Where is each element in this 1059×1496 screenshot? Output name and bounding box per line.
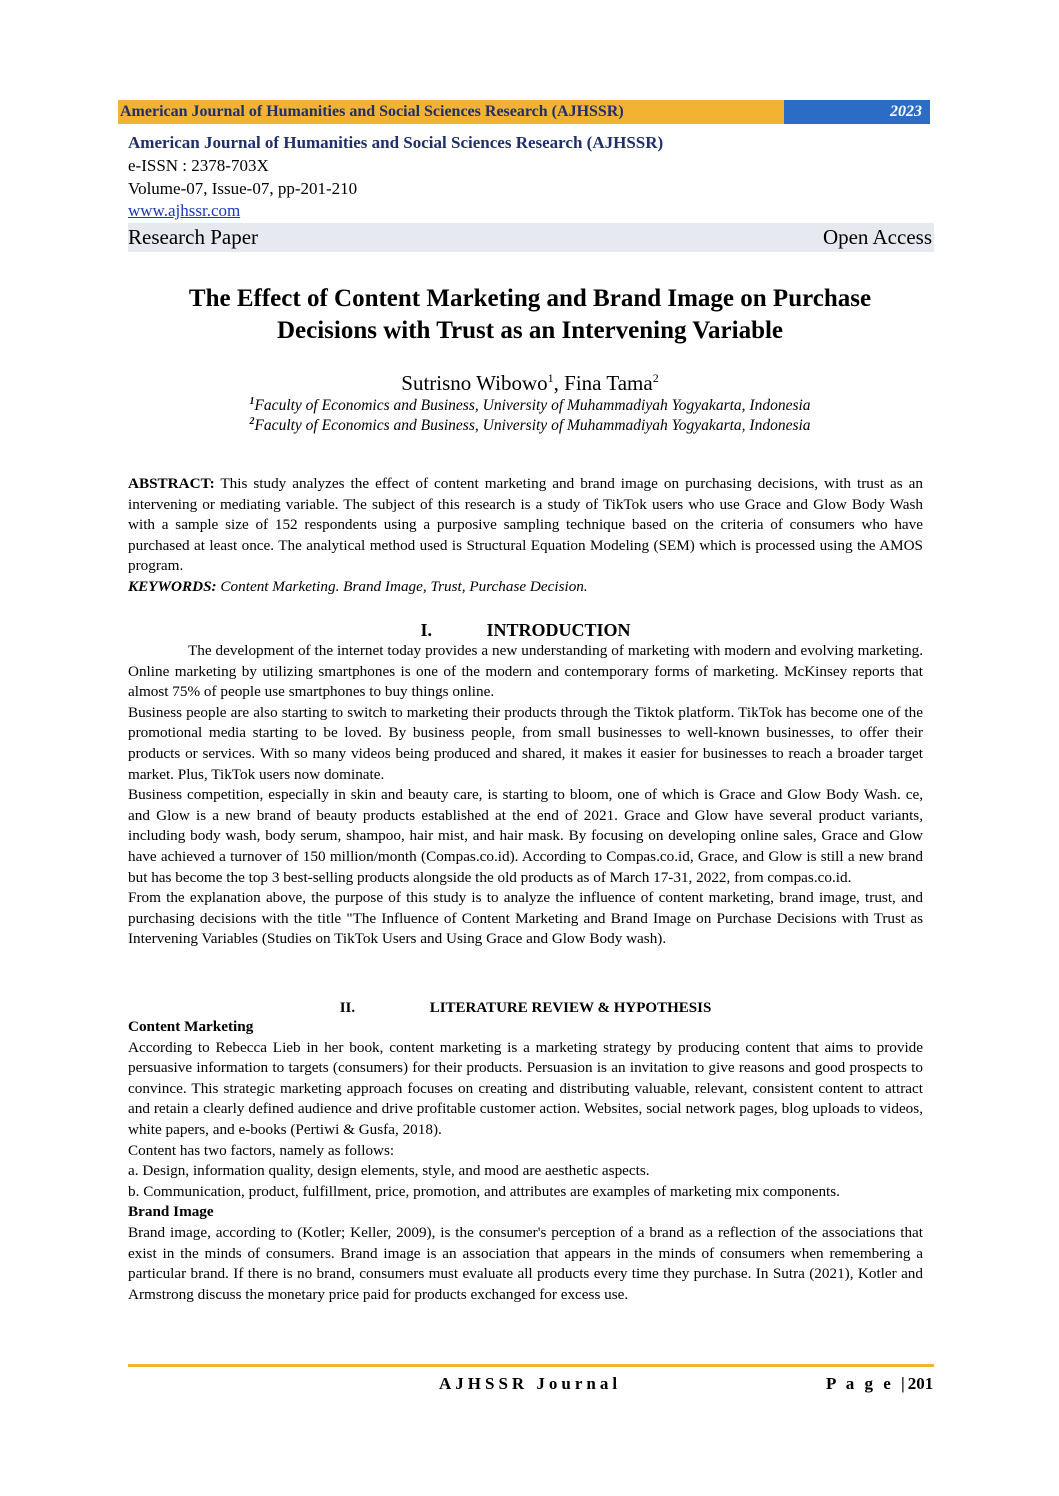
section-number: I.: [420, 620, 432, 640]
subheading-brand-image: Brand Image: [128, 1203, 214, 1221]
author-separator: ,: [553, 371, 565, 395]
keywords-text: Content Marketing. Brand Image, Trust, Purchase Decision.: [216, 577, 588, 595]
introduction-body: [128, 641, 923, 950]
access-type: Open Access: [822, 225, 932, 249]
footer-journal: AJHSSR Journal: [439, 1374, 622, 1393]
intro-paragraph-3: Business competition, especially in skin and beauty care, is starting to bloom, one of which is Grace and Glow Body Wash. ce, and Glow is a new brand of beauty products established at the end of 2021. Grace and Glow have several product variants, including body wash, body serum, shampoo, hair mist, and hair mask. By focusing on developing online sales, Grace and Glow have achieved a turnover of 150 million/month (Compas.co.id). According to Compas.co.id, Grace, and Glow is still a new brand but has become the top 3 best-selling products alongside the old products as of March 17-31, 2022, from compas.co.id.: [128, 786, 923, 886]
section-heading-introduction: [128, 619, 923, 641]
abstract-paragraph: [128, 474, 923, 577]
title-line-1: The Effect of Content Marketing and Brand Image on Purchase: [188, 285, 872, 312]
affiliation-1-sup: 1: [249, 396, 255, 407]
journal-name: American Journal of Humanities and Social Sciences Research (AJHSSR): [128, 133, 664, 152]
abstract: [128, 474, 923, 598]
content-marketing-paragraph: According to Rebecca Lieb in her book, content marketing is a marketing strategy by producing content that aims to provide persuasive information to targets (consumers) for their products. Persuasion is an invitation to give reasons and good prospects to convince. This strategic marketing approach focuses on creating and distributing valuable, relevant, consistent content to attract and retain a clearly defined audience and drive profitable customer action. Websites, social network pages, blog uploads to videos, white papers, and e-books (Pertiwi & Gusfa, 2018).: [128, 1038, 923, 1138]
page-label: P a g e |: [826, 1374, 908, 1393]
author-1-sup: 1: [547, 371, 554, 385]
literature-body: [128, 1017, 923, 1305]
content-factors-intro: Content has two factors, namely as follows:: [128, 1141, 395, 1159]
section-title: INTRODUCTION: [486, 620, 631, 640]
affiliation-2-text: Faculty of Economics and Business, University of Muhammadiyah Yogyakarta, Indonesia: [254, 417, 811, 435]
affiliation-2: [100, 412, 960, 436]
volume-info: Volume-07, Issue-07, pp-201-210: [128, 179, 358, 198]
footer-rule: [128, 1364, 934, 1367]
subheading-content-marketing: Content Marketing: [128, 1018, 254, 1035]
intro-paragraph-2: Business people are also starting to switch to marketing their products through the Tiktok platform. TikTok has become one of the promotional media starting to be loved. By business people, from small businesses to well-known businesses, to offer their products or services. With so many videos being produced and shared, it makes it easier for businesses to reach a broader target market. Plus, TikTok users now dominate.: [128, 703, 923, 783]
eissn: e-ISSN : 2378-703X: [128, 156, 269, 175]
keywords: [128, 577, 923, 598]
journal-info: [128, 131, 934, 252]
journal-header-title: American Journal of Humanities and Social Sciences Research (AJHSSR): [118, 100, 784, 124]
title-line-2: Decisions with Trust as an Intervening Variable: [276, 317, 784, 344]
author-2-sup: 2: [652, 371, 659, 385]
intro-paragraph-4: From the explanation above, the purpose of this study is to analyze the influence of content marketing, brand image, trust, and purchasing decisions with the title "The Influence of Content Marketing and Brand Image on Purchase Decisions with Trust as Intervening Variables (Studies on TikTok Users and Using Grace and Glow Body wash).: [128, 889, 923, 948]
journal-header-band: [118, 100, 930, 124]
affiliation-1-text: Faculty of Economics and Business, University of Muhammadiyah Yogyakarta, Indonesia: [254, 397, 811, 415]
intro-paragraph-1: The development of the internet today provides a new understanding of marketing with modern and evolving marketing. Online marketing by utilizing smartphones is one of the modern and contemporary forms of marketing. McKinsey reports that almost 75% of people use smartphones to buy things online.: [128, 642, 923, 701]
author-2: Fina Tama: [564, 371, 653, 395]
abstract-text: This study analyzes the effect of content marketing and brand image on purchasing decisions, with trust as an intervening or mediating variable. The subject of this research is a study of TikTok users who use Grace and Glow Body Wash with a sample size of 152 respondents using a purposive sampling technique based on the criteria of consumers who have purchased at least once. The analytical method used is Structural Equation Modeling (SEM) which is processed using the AMOS program.: [128, 475, 923, 575]
section-number: II.: [339, 1000, 356, 1016]
website-link[interactable]: www.ajhssr.com: [128, 201, 241, 220]
journal-header-year: 2023: [784, 100, 930, 124]
content-factor-a: a. Design, information quality, design elements, style, and mood are aesthetic aspects.: [128, 1162, 650, 1180]
content-factor-b: b. Communication, product, fulfillment, price, promotion, and attributes are examples of marketing mix components.: [128, 1182, 840, 1200]
paper-title: [100, 283, 960, 347]
section-title: LITERATURE REVIEW & HYPOTHESIS: [429, 1000, 712, 1016]
keywords-label: KEYWORDS:: [128, 577, 217, 595]
affiliation-2-sup: 2: [249, 416, 255, 427]
brand-image-paragraph: Brand image, according to (Kotler; Keller, 2009), is the consumer's perception of a brand as a reflection of the associations that exist in the minds of consumers. Brand image is an association that appears in the minds of consumers when remembering a particular brand. If there is no brand, consumers must evaluate all products every time they purchase. In Sutra (2021), Kotler and Armstrong discuss the monetary price paid for products exchanged for excess use.: [128, 1223, 923, 1303]
paper-type-bar: [128, 223, 934, 252]
page-number: 201: [907, 1374, 934, 1393]
section-heading-literature: [128, 998, 923, 1018]
paper-type: Research Paper: [128, 225, 259, 249]
footer-page: [826, 1374, 933, 1394]
author-1: Sutrisno Wibowo: [401, 371, 548, 395]
abstract-label: ABSTRACT:: [128, 475, 215, 492]
